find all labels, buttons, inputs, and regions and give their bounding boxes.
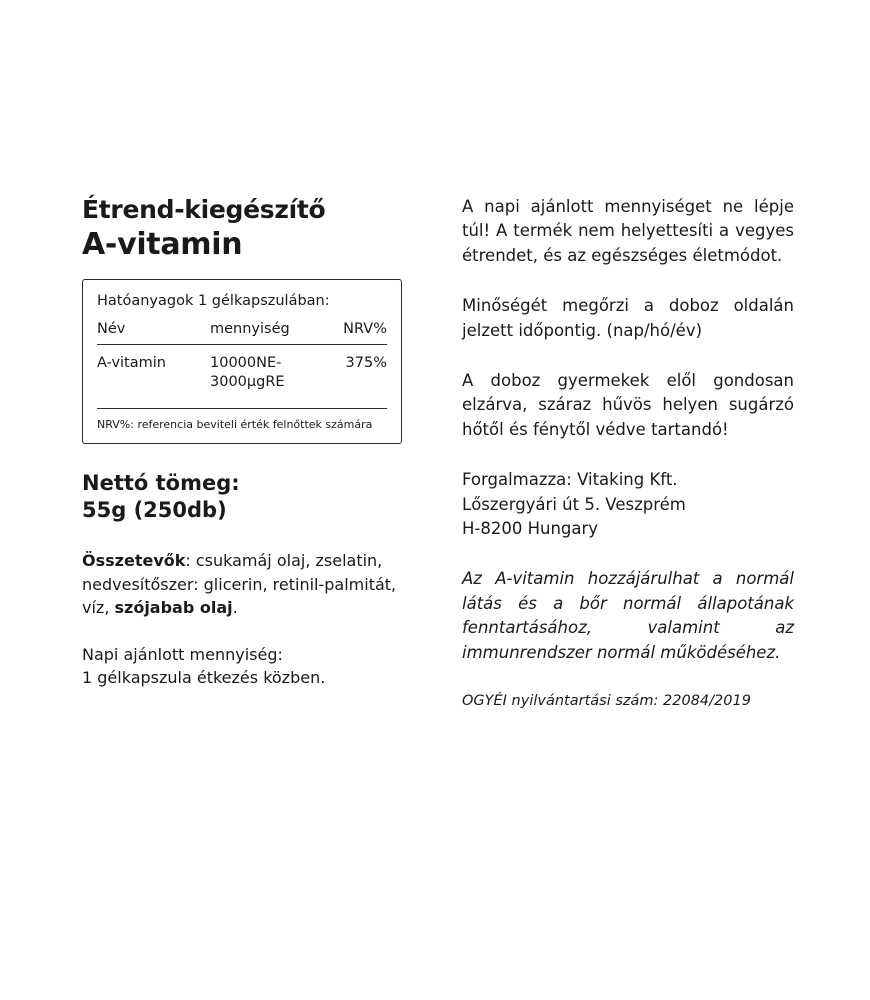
label-right-column [462,195,794,713]
warning-expiry: Minőségét megőrzi a doboz oldalán jelzett időpontig. (nap/hó/év) [462,296,794,340]
table-header-row [97,321,387,345]
warning-daily-limit: A napi ajánlott mennyiséget ne lépje túl! A termék nem helyettesíti a vegyes étrendet, és az egészséges életmódot. [462,197,794,265]
net-weight-label: Nettó tömeg: [82,470,240,495]
supplement-facts-table [97,321,387,391]
net-weight-block [82,470,414,524]
supplement-facts-title: Hatóanyagok 1 gélkapszulában: [97,292,330,309]
dosage-paragraph [82,643,414,689]
supplement-facts-footnote: NRV%: referencia beviteli érték felnőttek számára [97,408,387,432]
column-header-amount: mennyiség [192,321,327,345]
ingredient-amount [192,345,327,392]
column-header-nrv: NRV% [327,321,387,345]
ingredient-amount-line-1: 10000NE- [210,355,282,372]
ingredients-text: : csukamáj olaj, zselatin, nedvesítőszer: glicerin, retinil-palmitát, víz, [82,551,397,617]
ingredients-allergen: szójabab olaj [114,597,233,617]
ingredients-label: Összetevők [82,551,186,571]
net-weight-value: 55g (250db) [82,497,227,522]
label-left-column [82,195,414,689]
dosage-label: Napi ajánlott mennyiség: [82,645,283,665]
ingredient-amount-line-2: 3000µgRE [210,373,285,390]
warning-storage: A doboz gyermekek elől gondosan elzárva, száraz hűvös helyen sugárzó hőtől és fénytől védve tartandó! [462,371,794,439]
label-columns [82,195,794,713]
distributor-country: H-8200 Hungary [462,519,599,539]
health-claim: Az A-vitamin hozzájárulhat a normál látás és a bőr normál állapotának fenntartásához, valamint az immunrendszer normál működéséhez. [462,569,794,662]
ingredients-tail: . [232,597,238,617]
dosage-text: 1 gélkapszula étkezés közben. [82,668,326,688]
distributor-street: Lőszergyári út 5. Veszprém [462,494,686,514]
distributor-block [462,468,794,541]
ingredients-paragraph [82,549,414,619]
product-category-heading: Étrend-kiegészítő [82,195,326,224]
distributor-name: Forgalmazza: Vitaking Kft. [462,470,678,490]
supplement-facts-box [82,279,402,444]
product-title: A-vitamin [82,226,243,262]
column-header-name: Név [97,321,192,345]
ingredient-nrv-value: 375% [345,355,387,372]
ingredient-name: A-vitamin [97,355,166,372]
table-row [97,345,387,392]
registration-number: OGYÉI nyilvántartási szám: 22084/2019 [462,693,751,710]
